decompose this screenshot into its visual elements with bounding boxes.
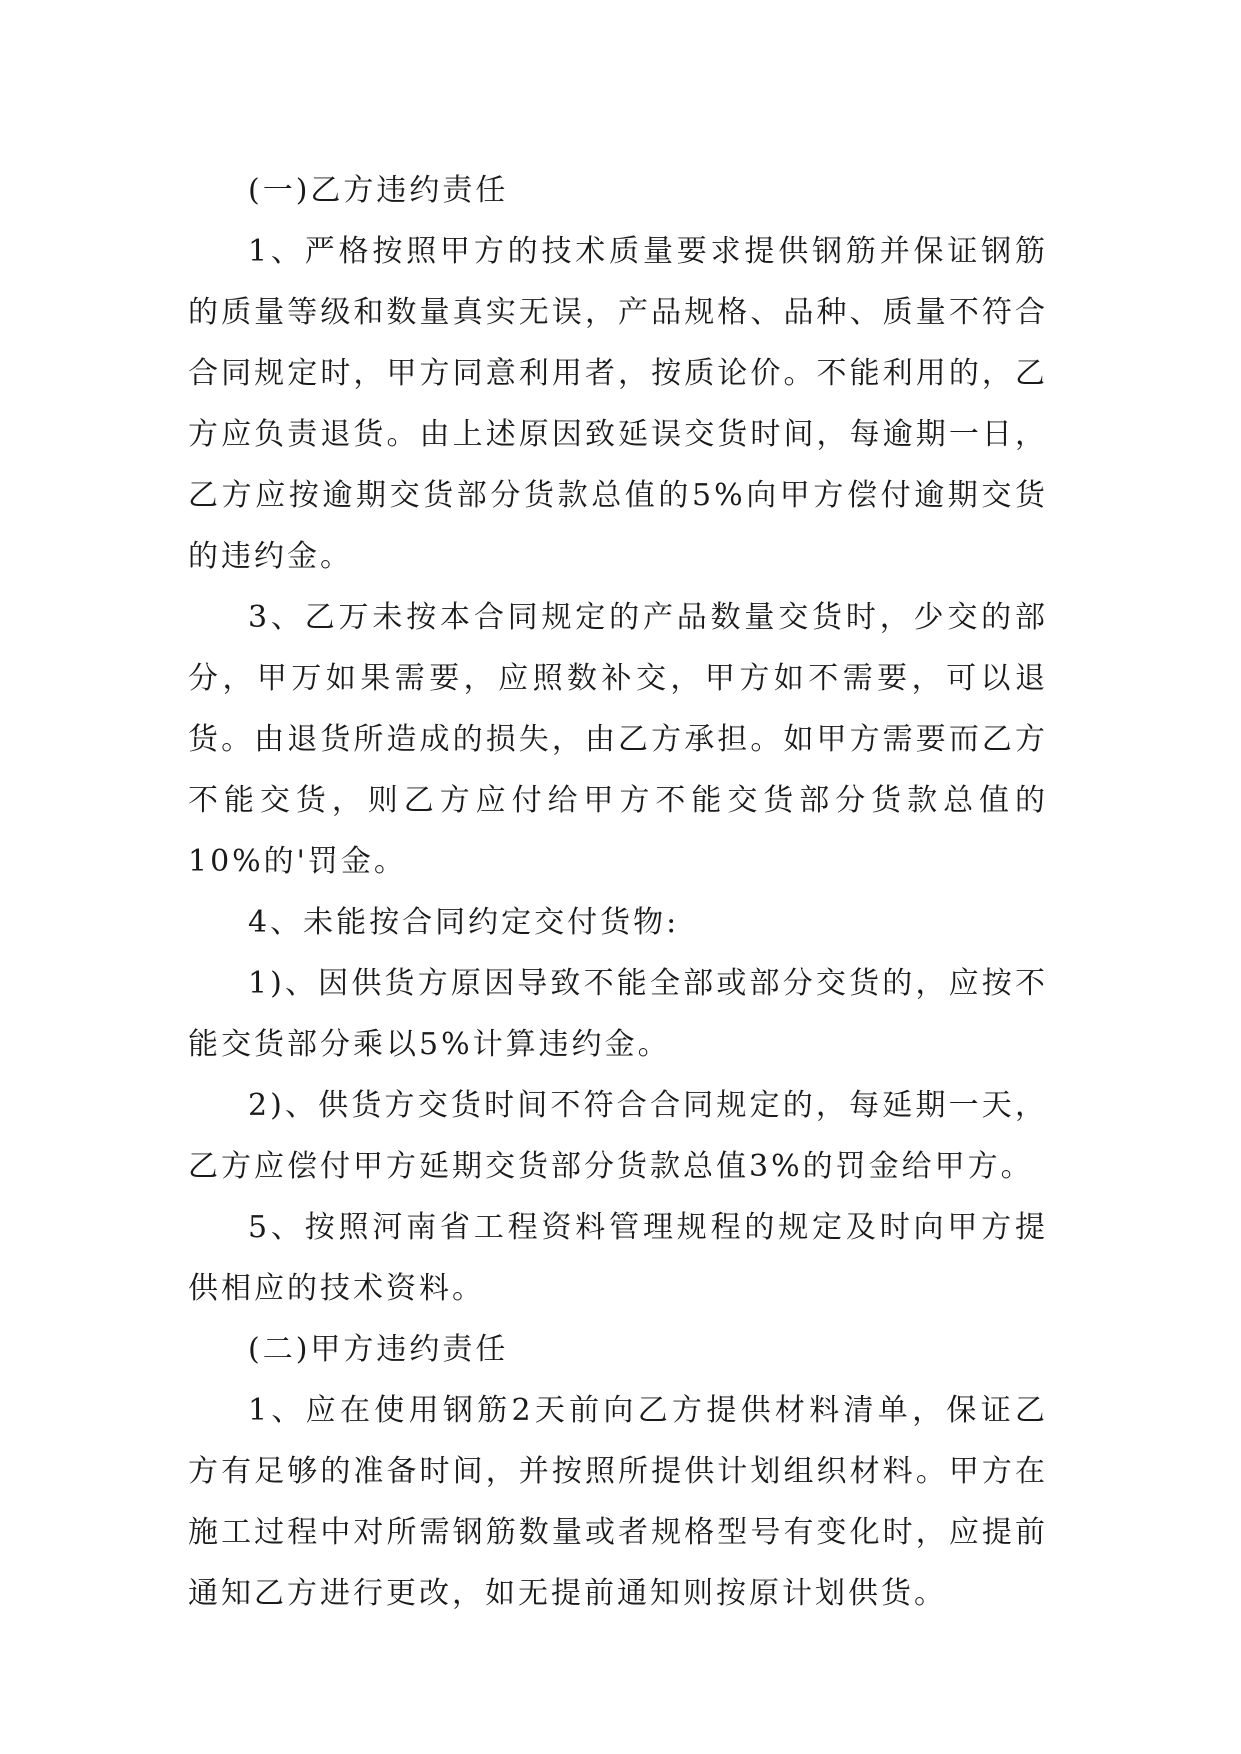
section-heading-party-a-liability: (二)甲方违约责任 <box>248 1332 509 1367</box>
clause-party-b-5: 5、按照河南省工程资料管理规程的规定及时向甲方提供相应的技术资料。 <box>188 1210 1048 1306</box>
document-body <box>188 160 1048 1624</box>
clause-party-b-4-1: 1)、因供货方原因导致不能全部或部分交货的，应按不能交货部分乘以5%计算违约金。 <box>188 966 1048 1062</box>
clause-party-b-4-2: 2)、供货方交货时间不符合合同规定的，每延期一天，乙方应偿付甲方延期交货部分货款总值3%的罚金给甲方。 <box>188 1088 1048 1184</box>
clause-party-b-3: 3、乙万未按本合同规定的产品数量交货时，少交的部分，甲万如果需要，应照数补交，甲方如不需要，可以退货。由退货所造成的损失，由乙方承担。如甲方需要而乙方不能交货，则乙方应付给甲方不能交货部分货款总值的10%的'罚金。 <box>188 600 1048 879</box>
clause-party-b-1: 1、严格按照甲方的技术质量要求提供钢筋并保证钢筋的质量等级和数量真实无误，产品规格、品种、质量不符合合同规定时，甲方同意利用者，按质论价。不能利用的，乙方应负责退货。由上述原因致延误交货时间，每逾期一日，乙方应按逾期交货部分货款总值的5%向甲方偿付逾期交货的违约金。 <box>188 234 1048 574</box>
section-heading-party-b-liability: (一)乙方违约责任 <box>248 173 509 208</box>
clause-party-b-4: 4、未能按合同约定交付货物: <box>248 905 680 940</box>
clause-party-a-1: 1、应在使用钢筋2天前向乙方提供材料清单，保证乙方有足够的准备时间，并按照所提供计划组织材料。甲方在施工过程中对所需钢筋数量或者规格型号有变化时，应提前通知乙方进行更改，如无提前通知则按原计划供货。 <box>188 1393 1048 1611</box>
